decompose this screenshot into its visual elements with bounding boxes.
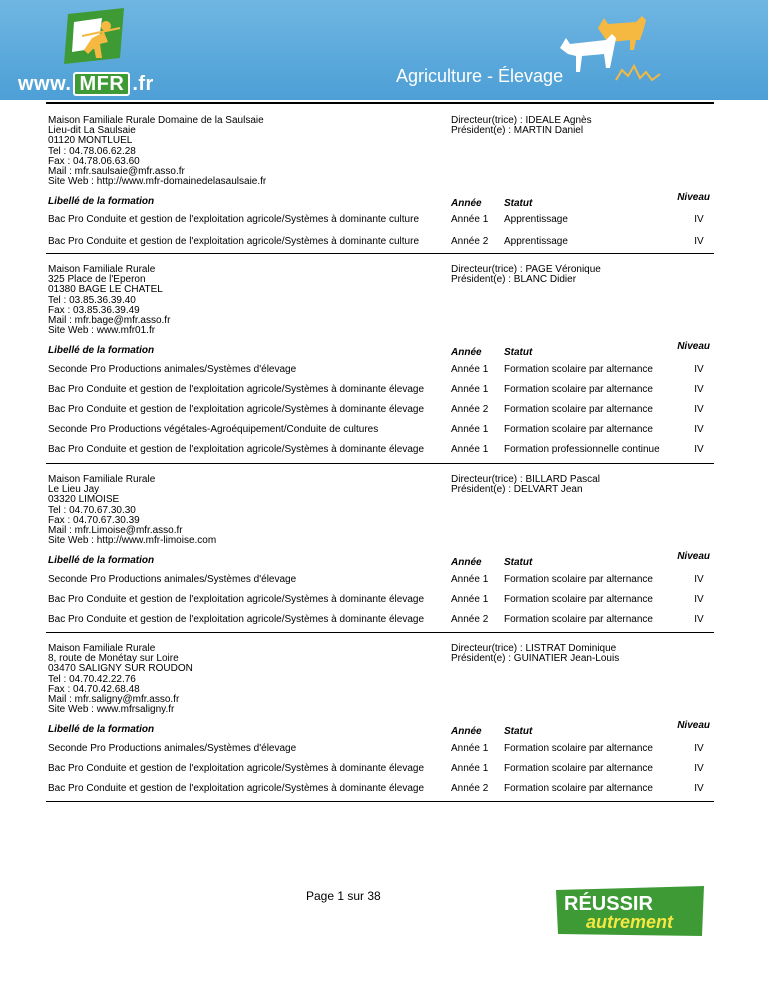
cell-formation: Bac Pro Conduite et gestion de l'exploitation agricole/Systèmes à dominante élevage [48, 783, 425, 794]
school-address [48, 475, 714, 546]
table-row [48, 614, 714, 628]
cell-niveau: IV [694, 214, 704, 225]
header-rule [46, 102, 714, 104]
directeur: Directeur(trice) : BILLARD Pascal [451, 474, 600, 485]
col-formation: Libellé de la formation [48, 345, 155, 356]
school-direction [451, 644, 619, 664]
cell-formation: Seconde Pro Productions animales/Systèmes d'élevage [48, 743, 297, 754]
table-row [48, 594, 714, 608]
page-number: Page 1 sur 38 [306, 889, 381, 903]
address-line: 8, route de Monétay sur Loire [48, 653, 179, 665]
cell-annee: Année 2 [451, 783, 489, 794]
school-address [48, 116, 714, 187]
address-line: Tel : 03.85.36.39.40 [48, 294, 136, 306]
address-line: Site Web : www.mfr01.fr [48, 325, 156, 337]
site-url-suffix: .fr [132, 73, 154, 95]
cell-statut: Formation scolaire par alternance [504, 783, 653, 794]
cell-annee: Année 1 [451, 444, 489, 455]
address-line: 03320 LIMOISE [48, 494, 120, 506]
address-line: 01380 BAGE LE CHATEL [48, 284, 163, 296]
site-url[interactable] [18, 72, 154, 96]
cell-annee: Année 1 [451, 574, 489, 585]
cell-formation: Bac Pro Conduite et gestion de l'exploitation agricole/Systèmes à dominante élevage [48, 384, 425, 395]
table-header [48, 192, 714, 212]
address-line: Site Web : www.mfrsaligny.fr [48, 704, 175, 716]
col-formation: Libellé de la formation [48, 196, 155, 207]
col-formation: Libellé de la formation [48, 555, 155, 566]
cell-niveau: IV [694, 743, 704, 754]
table-row [48, 783, 714, 797]
col-niveau: Niveau [677, 720, 710, 731]
cell-niveau: IV [694, 444, 704, 455]
table-header [48, 720, 714, 740]
mfr-logo-icon [62, 8, 132, 72]
school-block [48, 474, 714, 625]
section-rule [46, 253, 714, 254]
col-annee: Année [451, 726, 482, 737]
address-line: Tel : 04.70.42.22.76 [48, 673, 136, 685]
address-line: Maison Familiale Rurale [48, 264, 156, 275]
table-header [48, 341, 714, 361]
cell-statut: Formation scolaire par alternance [504, 574, 653, 585]
address-line: Maison Familiale Rurale [48, 643, 156, 654]
badge-line2: autrement [586, 912, 674, 932]
address-line: Tel : 04.70.67.30.30 [48, 504, 136, 516]
section-rule [46, 632, 714, 633]
cell-niveau: IV [694, 594, 704, 605]
cell-statut: Formation professionnelle continue [504, 444, 660, 455]
cell-niveau: IV [694, 384, 704, 395]
address-line: Le Lieu Jay [48, 484, 100, 496]
section-rule [46, 463, 714, 464]
cell-statut: Formation scolaire par alternance [504, 364, 653, 375]
school-direction [451, 265, 601, 285]
cell-niveau: IV [694, 364, 704, 375]
cell-annee: Année 2 [451, 614, 489, 625]
col-formation: Libellé de la formation [48, 724, 155, 735]
address-line: Fax : 03.85.36.39.49 [48, 304, 140, 316]
address-line: Fax : 04.70.67.30.39 [48, 514, 140, 526]
president: Président(e) : DELVART Jean [451, 484, 583, 496]
table-row [48, 384, 714, 398]
cell-formation: Seconde Pro Productions animales/Systèmes d'élevage [48, 364, 297, 375]
col-annee: Année [451, 198, 482, 209]
cell-niveau: IV [694, 763, 704, 774]
cell-niveau: IV [694, 424, 704, 435]
address-line: Fax : 04.78.06.63.60 [48, 155, 140, 167]
site-url-mfr: MFR [73, 72, 130, 96]
table-row [48, 574, 714, 588]
table-row [48, 364, 714, 378]
address-line: Lieu-dit La Saulsaie [48, 125, 136, 137]
cell-annee: Année 2 [451, 236, 489, 247]
cell-annee: Année 1 [451, 424, 489, 435]
cell-formation: Bac Pro Conduite et gestion de l'exploitation agricole/Systèmes à dominante culture [48, 236, 420, 247]
president: Président(e) : BLANC Didier [451, 274, 577, 286]
cell-niveau: IV [694, 783, 704, 794]
address-line: Tel : 04.78.06.62.28 [48, 145, 136, 157]
school-block [48, 115, 714, 247]
cell-statut: Formation scolaire par alternance [504, 743, 653, 754]
col-statut: Statut [504, 347, 533, 358]
cell-formation: Bac Pro Conduite et gestion de l'exploitation agricole/Systèmes à dominante culture [48, 214, 420, 225]
cell-niveau: IV [694, 574, 704, 585]
cell-niveau: IV [694, 236, 704, 247]
address-line: Mail : mfr.Limoise@mfr.asso.fr [48, 525, 183, 537]
address-line: Mail : mfr.saligny@mfr.asso.fr [48, 694, 180, 706]
cell-statut: Formation scolaire par alternance [504, 594, 653, 605]
cell-statut: Formation scolaire par alternance [504, 404, 653, 415]
col-niveau: Niveau [677, 341, 710, 352]
cell-formation: Seconde Pro Productions animales/Systèmes d'élevage [48, 574, 297, 585]
table-row [48, 444, 714, 458]
cell-formation: Bac Pro Conduite et gestion de l'exploitation agricole/Systèmes à dominante élevage [48, 763, 425, 774]
category-title: Agriculture - Élevage [396, 66, 564, 86]
cell-annee: Année 1 [451, 743, 489, 754]
col-statut: Statut [504, 198, 533, 209]
col-niveau: Niveau [677, 192, 710, 203]
cell-formation: Bac Pro Conduite et gestion de l'exploitation agricole/Systèmes à dominante élevage [48, 404, 425, 415]
address-line: 325 Place de l'Eperon [48, 274, 146, 286]
reussir-autrement-badge [556, 886, 704, 936]
cell-niveau: IV [694, 614, 704, 625]
cell-formation: Bac Pro Conduite et gestion de l'exploitation agricole/Systèmes à dominante élevage [48, 444, 425, 455]
section-rule [46, 801, 714, 802]
school-block [48, 643, 714, 794]
table-row [48, 743, 714, 757]
header-banner [0, 0, 768, 100]
cell-annee: Année 1 [451, 384, 489, 395]
cell-annee: Année 1 [451, 214, 489, 225]
cell-annee: Année 1 [451, 364, 489, 375]
badge-line1: RÉUSSIR [564, 893, 653, 915]
cell-annee: Année 1 [451, 594, 489, 605]
address-line: 03470 SALIGNY SUR ROUDON [48, 663, 193, 675]
school-direction [451, 116, 592, 136]
directeur: Directeur(trice) : LISTRAT Dominique [451, 643, 617, 654]
table-row [48, 424, 714, 438]
president: Président(e) : GUINATIER Jean-Louis [451, 653, 620, 665]
cell-annee: Année 1 [451, 763, 489, 774]
address-line: Mail : mfr.bage@mfr.asso.fr [48, 315, 171, 327]
school-direction [451, 475, 600, 495]
address-line: 01120 MONTLUEL [48, 135, 133, 147]
cell-formation: Bac Pro Conduite et gestion de l'exploitation agricole/Systèmes à dominante élevage [48, 594, 425, 605]
cell-annee: Année 2 [451, 404, 489, 415]
table-row [48, 763, 714, 777]
president: Président(e) : MARTIN Daniel [451, 125, 584, 137]
address-line: Mail : mfr.saulsaie@mfr.asso.fr [48, 166, 185, 178]
address-line: Maison Familiale Rurale Domaine de la Saulsaie [48, 115, 264, 126]
directeur: Directeur(trice) : PAGE Véronique [451, 264, 601, 275]
col-annee: Année [451, 347, 482, 358]
col-annee: Année [451, 557, 482, 568]
address-line: Maison Familiale Rurale [48, 474, 156, 485]
cell-statut: Apprentissage [504, 214, 568, 225]
cell-niveau: IV [694, 404, 704, 415]
col-statut: Statut [504, 557, 533, 568]
table-row [48, 214, 714, 228]
school-block [48, 264, 714, 455]
cell-formation: Seconde Pro Productions végétales-Agroéquipement/Conduite de cultures [48, 424, 379, 435]
cell-statut: Apprentissage [504, 236, 568, 247]
table-header [48, 551, 714, 571]
cell-statut: Formation scolaire par alternance [504, 614, 653, 625]
cows-icon [556, 10, 666, 88]
cell-statut: Formation scolaire par alternance [504, 384, 653, 395]
address-line: Site Web : http://www.mfr-domainedelasaulsaie.fr [48, 176, 267, 188]
address-line: Fax : 04.70.42.68.48 [48, 683, 140, 695]
cell-statut: Formation scolaire par alternance [504, 424, 653, 435]
col-statut: Statut [504, 726, 533, 737]
directeur: Directeur(trice) : IDEALE Agnès [451, 115, 592, 126]
col-niveau: Niveau [677, 551, 710, 562]
school-address [48, 265, 714, 336]
site-url-prefix: www. [18, 73, 72, 95]
cell-statut: Formation scolaire par alternance [504, 763, 653, 774]
table-row [48, 236, 714, 250]
table-row [48, 404, 714, 418]
address-line: Site Web : http://www.mfr-limoise.com [48, 535, 217, 547]
cell-formation: Bac Pro Conduite et gestion de l'exploitation agricole/Systèmes à dominante élevage [48, 614, 425, 625]
